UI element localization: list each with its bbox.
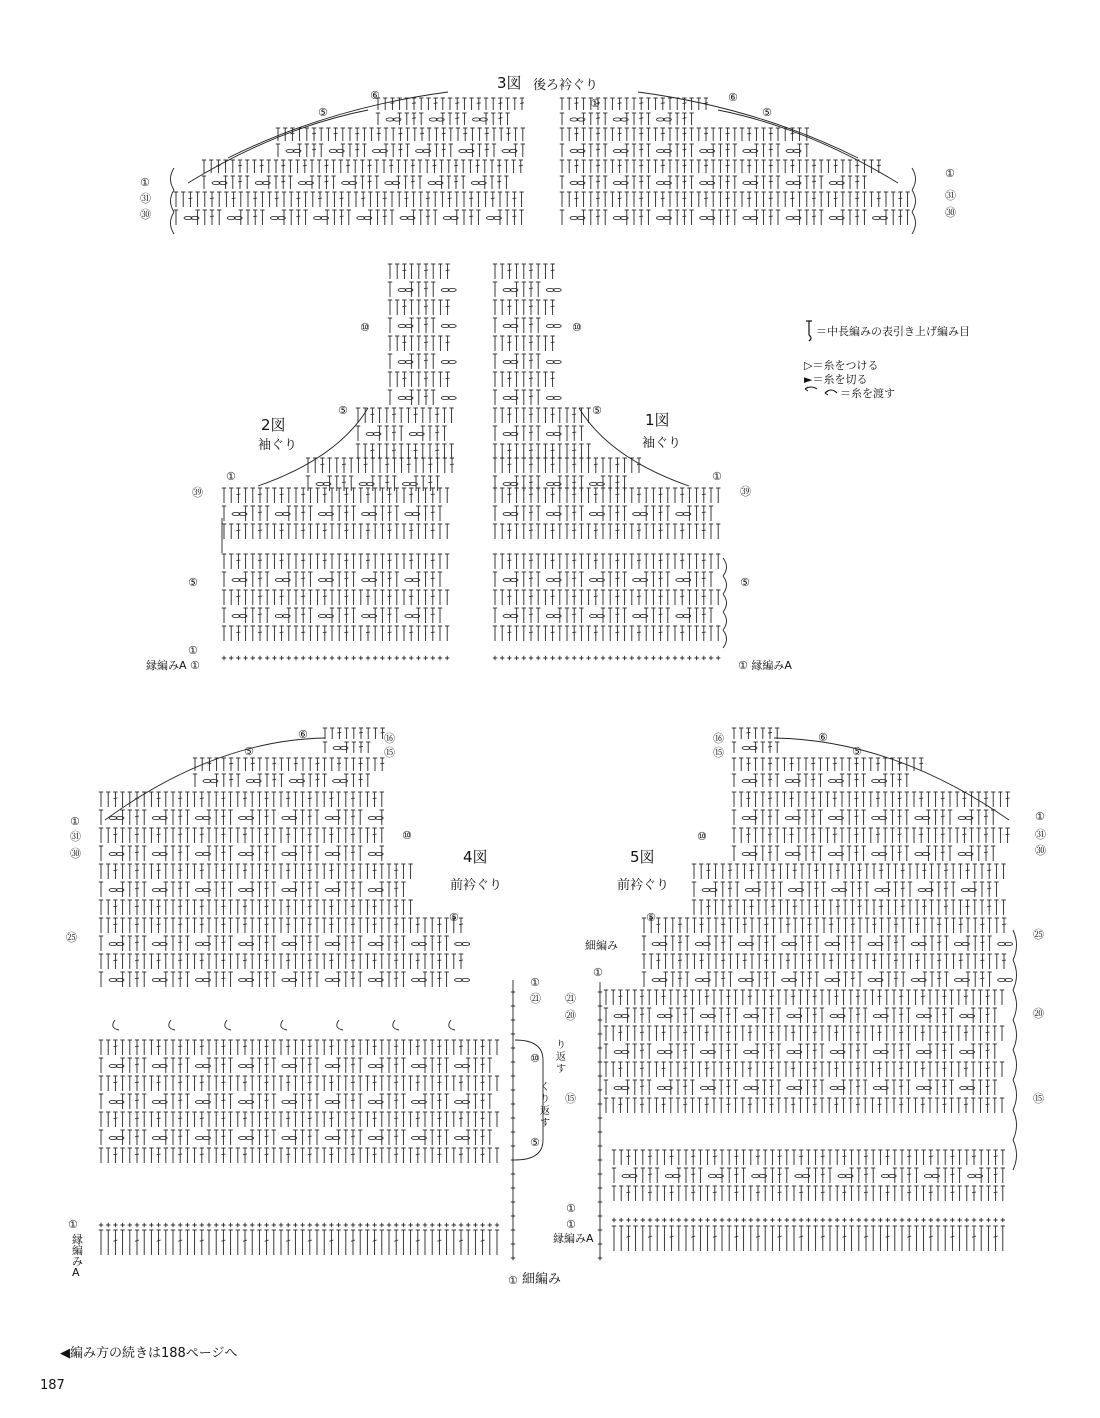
fig1-row1-top: ① <box>712 470 722 483</box>
legend-post-stitch: ＝中長編みの表引き上げ編み目 <box>816 325 970 338</box>
fig5-row6: ⑥ <box>818 731 828 744</box>
legend-join-yarn: ▷＝糸をつける <box>804 359 879 372</box>
fig5-row15-left: ⑮ <box>565 1092 576 1105</box>
fig4-edge-label: 縁 編 み A <box>72 1233 83 1279</box>
fig1-chart <box>487 258 729 668</box>
fig4-row5-top: ⑤ <box>244 745 254 758</box>
fig1-edge-row1: ① <box>738 659 748 672</box>
fig1-row5-top: ⑤ <box>592 404 602 417</box>
fig4-row1-mid: ① <box>530 976 540 989</box>
fig4-row30: ㉚ <box>70 847 81 860</box>
fig4-row10: ⑩ <box>530 1052 540 1065</box>
fig1-subtitle: 袖ぐり <box>642 436 682 451</box>
fig3-row1-top: ① <box>590 97 600 110</box>
fig3-row31-right: ㉛ <box>945 189 956 202</box>
fig5-hosoami-top: 細編み <box>585 939 618 952</box>
fig4-title: 4図 <box>463 848 488 866</box>
fig3-row6-right: ⑥ <box>728 91 738 104</box>
legend-carry-yarn: ＝糸を渡す <box>840 387 895 400</box>
fig1-edge-label: ① 縁編みA <box>738 659 792 672</box>
fig4-row1: ① <box>68 1218 78 1231</box>
fig3-row30-left: ㉚ <box>140 208 151 221</box>
fig5-row1: ① <box>566 1218 576 1231</box>
fig5-row21: ㉑ <box>565 992 576 1005</box>
fig3-chart-right <box>556 88 918 228</box>
fig5-title: 5図 <box>630 848 655 866</box>
fig4-row25: ㉕ <box>66 931 77 944</box>
fig1-title: 1図 <box>645 411 670 429</box>
fig4-row31: ㉛ <box>70 830 81 843</box>
fig1-row10: ⑩ <box>572 321 582 334</box>
fig5-row1-bottom: ① <box>566 1202 576 1215</box>
fig5-edge-label: 縁編みA <box>553 1232 594 1245</box>
fig4-row21: ㉑ <box>530 992 541 1005</box>
fig3-row30-right: ㉚ <box>945 206 956 219</box>
fig5-row5-mid: ⑤ <box>646 911 656 924</box>
fig4-row5-mid: ⑤ <box>449 911 459 924</box>
fig4-row5: ⑤ <box>530 1136 540 1149</box>
fig2-title: 2図 <box>261 416 286 434</box>
fig2-edge-label: 縁編みA ① <box>146 659 200 672</box>
fig1-row39: ㊴ <box>740 485 751 498</box>
fig2-chart <box>218 258 460 668</box>
fig5-row1-mid: ① <box>593 966 603 979</box>
fig4-row16: ⑯ <box>384 732 395 745</box>
fig4-row15: ⑮ <box>384 746 395 759</box>
fig4-chart <box>95 720 515 1265</box>
fig3-row6-left: ⑥ <box>370 89 380 102</box>
fig5-row25: ㉕ <box>1033 928 1044 941</box>
fig5-subtitle: 前衿ぐり <box>617 878 670 893</box>
fig2-subtitle: 袖ぐり <box>258 438 298 453</box>
fig3-row5-left: ⑤ <box>318 106 328 119</box>
fig4-row6: ⑥ <box>298 728 308 741</box>
fig4-hosoami: 細編み <box>522 1272 562 1287</box>
fig3-chart-left <box>168 88 530 228</box>
fig5-chart <box>594 720 1019 1265</box>
fig3-row5-right: ⑤ <box>762 106 772 119</box>
fig5-rikaesu: り 返 す <box>556 1040 566 1075</box>
fig3-row1-left: ① <box>140 176 150 189</box>
fig5-row20-left: ⑳ <box>565 1009 576 1022</box>
legend-cut-yarn: ►＝糸を切る <box>804 373 868 386</box>
fig2-row39: ㊴ <box>192 486 203 499</box>
fig5-row20: ⑳ <box>1033 1007 1044 1020</box>
fig5-row15: ⑮ <box>713 746 724 759</box>
fig4-bottom-row1: ① <box>508 1274 518 1287</box>
fig5-row10: ⑩ <box>697 830 707 843</box>
fig2-edge-row1: ① <box>190 659 200 672</box>
fig4-subtitle: 前衿ぐり <box>450 878 503 893</box>
fig2-row1-top: ① <box>226 470 236 483</box>
fig2-row5-top: ⑤ <box>338 404 348 417</box>
fig2-row5: ⑤ <box>188 576 198 589</box>
fig3-subtitle: 後ろ衿ぐり <box>533 78 599 93</box>
fig4-kurikaesu: く り 返 す <box>540 1082 550 1129</box>
fig2-row10: ⑩ <box>360 321 370 334</box>
fig5-row15: ⑮ <box>1033 1092 1044 1105</box>
fig5-row5-top: ⑤ <box>852 745 862 758</box>
carry-yarn-icon <box>803 385 841 397</box>
page-number: 187 <box>40 1378 65 1393</box>
fig3-row1-right: ① <box>945 167 955 180</box>
fig3-title: 3図 <box>497 74 522 92</box>
fig5-row1-top: ① <box>1035 810 1045 823</box>
fig5-row31: ㉛ <box>1035 828 1046 841</box>
fig4-row10-top: ⑩ <box>402 829 412 842</box>
fig5-row16: ⑯ <box>713 732 724 745</box>
fig5-row30: ㉚ <box>1035 844 1046 857</box>
fig3-row31-left: ㉛ <box>140 192 151 205</box>
fig1-row5: ⑤ <box>740 576 750 589</box>
fig4-row1-top: ① <box>70 815 80 828</box>
front-post-hdc-icon <box>804 320 816 342</box>
fig2-row1: ① <box>188 644 198 657</box>
continued-note[interactable]: ◀編み方の続きは188ページへ <box>60 1346 238 1361</box>
